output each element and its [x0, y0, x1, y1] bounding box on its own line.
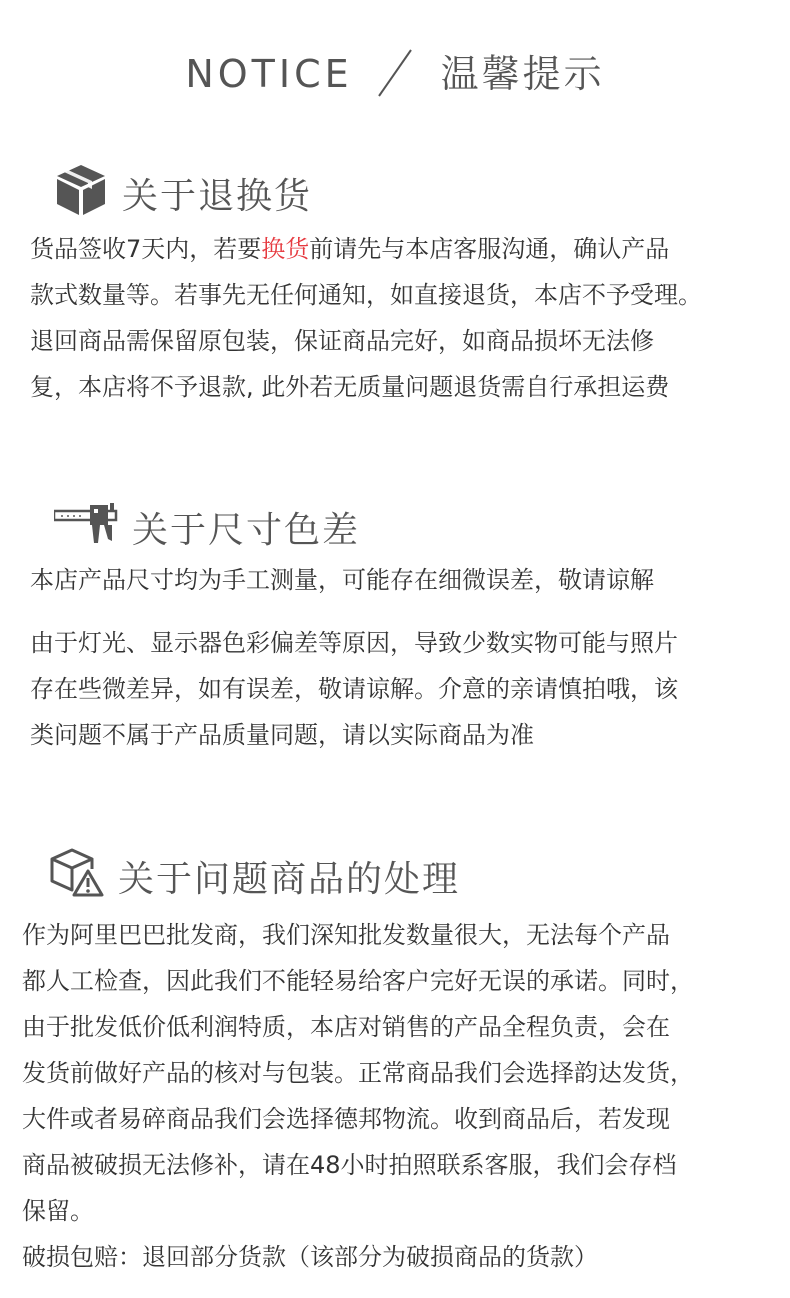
box-icon: [54, 162, 108, 225]
slash-divider: [375, 48, 415, 98]
returns-text-after: 前请先与本店客服沟通，确认产品: [309, 235, 670, 263]
section-title-text: 关于退换货: [122, 175, 313, 217]
section-title-text: 关于问题商品的处理: [118, 858, 461, 900]
section-title-returns: [54, 164, 312, 222]
exchange-highlight: 换货: [261, 235, 310, 263]
problem-goods-paragraph: 作为阿里巴巴批发商，我们深知批发数量很大，无法每个产品 都人工检查，因此我们不能轻易给客户完好无误的承诺。同时， 由于批发低价低利润特质，本店对销售的产品全程负责，会在 发货前做好产品的核对与包装。正常商品我们会选择韵达发货， 大件或者易碎商品我们会选择德邦物流。收到商品后，若发现 商品被破损无法修补，请在48小时拍照联系客服，我们会存档 保留。 破损包赔：退回部分货款（该部分为破损商品的货款）: [22, 921, 694, 1271]
size-paragraph-1: 本店产品尺寸均为手工测量，可能存在细微误差，敬请谅解: [30, 566, 654, 594]
section-title-text: 关于尺寸色差: [132, 509, 361, 551]
caliper-icon: [54, 501, 118, 554]
returns-paragraph: [30, 226, 780, 410]
size-paragraph-2: 由于灯光、显示器色彩偏差等原因，导致少数实物可能与照片 存在些微差异，如有误差，敬请谅解。介意的亲请慎拍哦，该 类问题不属于产品质量同题，请以实际商品为准: [30, 629, 678, 749]
header-title-cn: 温馨提示: [440, 52, 605, 96]
returns-text-before: 货品签收7天内，若要: [30, 235, 262, 263]
notice-header: [0, 44, 790, 104]
header-title-en: NOTICE: [185, 52, 353, 96]
section-title-size: [54, 500, 360, 554]
damaged-box-icon: [50, 847, 104, 906]
section-title-problem-goods: [50, 848, 460, 904]
returns-text-rest: 款式数量等。若事先无任何通知，如直接退货，本店不予受理。 退回商品需保留原包装，保证商品完好，如商品损坏无法修 复，本店将不予退款, 此外若无质量问题退货需自行承担运费: [30, 281, 702, 401]
